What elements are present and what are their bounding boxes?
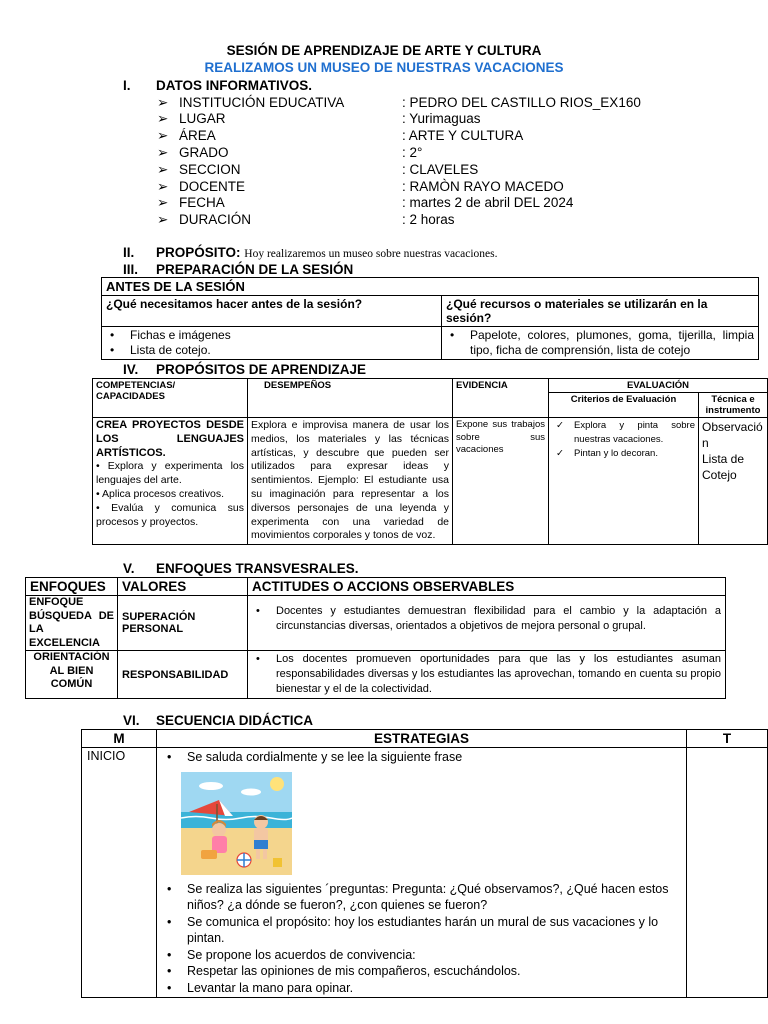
- criterios-cell: [549, 418, 699, 545]
- section-aprendizaje-heading: [123, 362, 366, 377]
- header-evaluacion: EVALUACIÓN: [549, 379, 768, 393]
- tecnica-cell: [699, 418, 768, 545]
- section-title: DATOS INFORMATIVOS.: [156, 78, 313, 93]
- header-valores: VALORES: [118, 578, 248, 596]
- info-label: SECCION: [179, 162, 241, 177]
- section-preparacion-heading: [123, 262, 353, 277]
- header-actitudes: ACTITUDES O ACCIONS OBSERVABLES: [248, 578, 726, 596]
- capacidad-item: • Aplica procesos creativos.: [96, 487, 224, 500]
- info-label: DOCENTE: [179, 179, 246, 194]
- info-label: LUGAR: [179, 111, 226, 126]
- header-m: M: [82, 730, 157, 748]
- header-desempenos: DESEMPEÑOS: [248, 379, 453, 418]
- info-value: : ARTE Y CULTURA: [402, 128, 524, 143]
- section-title: PROPÓSITO:: [156, 245, 241, 260]
- info-value: : CLAVELES: [402, 162, 479, 177]
- info-value: : martes 2 de abril DEL 2024: [402, 195, 574, 210]
- section-proposito: [123, 245, 498, 260]
- valor-cell: SUPERACIÓN PERSONAL: [118, 596, 248, 651]
- tecnica-text: Observación: [702, 420, 763, 450]
- criterio-item: ✓ Pintan y lo decoran.: [552, 447, 695, 461]
- beach-children-illustration: [181, 772, 292, 875]
- competencias-cell: [93, 418, 248, 545]
- evidencia-cell: Expone sus trabajos sobre sus vacaciones: [453, 418, 549, 545]
- info-value: : RAMÒN RAYO MACEDO: [402, 179, 564, 194]
- info-label: ÁREA: [179, 128, 216, 143]
- section-enfoques-heading: [123, 561, 359, 576]
- arrow-bullet-icon: ➢: [157, 111, 169, 126]
- enfoque-cell: ENFOQUE BÚSQUEDA DE LA EXCELENCIA: [26, 596, 118, 651]
- valor-cell: RESPONSABILIDAD: [118, 651, 248, 699]
- list-item: • Fichas e imágenes: [106, 328, 437, 343]
- arrow-bullet-icon: ➢: [157, 195, 169, 210]
- info-value: : 2 horas: [402, 212, 455, 227]
- time-cell: [687, 748, 768, 998]
- list-item: • Se saluda cordialmente y se lee la siguiente frase: [162, 749, 681, 766]
- info-label: FECHA: [179, 195, 225, 210]
- section-title: PROPÓSITOS DE APRENDIZAJE: [156, 362, 367, 377]
- table-title: ANTES DE LA SESIÓN: [102, 278, 759, 296]
- learning-table: [92, 378, 768, 545]
- arrow-bullet-icon: ➢: [157, 145, 169, 160]
- list-item: • Docentes y estudiantes demuestran flexibilidad para el cambio y la adaptación a circunstancias diversas, orientados a objetivos de mejora personal o grupal.: [252, 604, 721, 634]
- header-t: T: [687, 730, 768, 748]
- criterio-item: ✓ Explora y pinta sobre nuestras vacaciones.: [552, 419, 695, 447]
- instrumento-text: Lista de Cotejo: [702, 452, 745, 482]
- header-competencias: COMPETENCIAS/ CAPACIDADES: [93, 379, 248, 418]
- section-number: IV.: [123, 362, 139, 377]
- capacidad-item: • Explora y experimenta los lenguajes del arte.: [96, 460, 244, 487]
- section-datos-heading: [123, 78, 312, 93]
- header-enfoques: ENFOQUES: [26, 578, 118, 596]
- sequence-table: [81, 729, 768, 998]
- proposito-text: Hoy realizaremos un museo sobre nuestras vacaciones.: [244, 248, 498, 260]
- session-title: SESIÓN DE APRENDIZAJE DE ARTE Y CULTURA: [226, 43, 542, 58]
- info-label: GRADO: [179, 145, 229, 160]
- list-item: • Lista de cotejo.: [106, 343, 437, 358]
- actitud-cell: [248, 651, 726, 699]
- section-number: VI.: [123, 713, 140, 728]
- header-estrategias: ESTRATEGIAS: [157, 730, 687, 748]
- header-tecnica: Técnica e instrumento: [699, 393, 768, 418]
- arrow-bullet-icon: ➢: [157, 212, 169, 227]
- info-value: : PEDRO DEL CASTILLO RIOS_EX160: [402, 95, 641, 110]
- info-value: : Yurimaguas: [402, 111, 481, 126]
- strategies-cell: [157, 748, 687, 998]
- capacidad-item: • Evalúa y comunica sus procesos y proyectos.: [96, 501, 244, 528]
- enfoque-cell: ORIENTACIÓN AL BIEN COMÚN: [26, 651, 118, 699]
- answer-resources: [442, 327, 759, 360]
- info-label: DURACIÓN: [179, 212, 252, 227]
- list-item: • Se comunica el propósito: hoy los estudiantes harán un mural de sus vacaciones y lo pintan.: [162, 914, 681, 947]
- list-item: • Los docentes promueven oportunidades para que las y los estudiantes asuman responsabilidades diversas y los estudiantes las aprovechan, tomando en cuenta su propio bienestar y el de la colectividad.: [252, 652, 721, 697]
- section-title: PREPARACIÓN DE LA SESIÓN: [156, 262, 354, 277]
- section-number: II.: [123, 245, 135, 260]
- answer-before: [102, 327, 442, 360]
- preparation-table: [101, 277, 759, 360]
- list-item: • Se propone los acuerdos de convivencia:: [162, 947, 681, 964]
- competencia-title: CREA PROYECTOS DESDE LOS LENGUAJES ARTÍSTICOS.: [96, 419, 244, 459]
- info-label: INSTITUCIÓN EDUCATIVA: [179, 95, 345, 110]
- section-number: III.: [123, 262, 139, 277]
- header-evidencia: EVIDENCIA: [453, 379, 549, 418]
- session-subtitle: REALIZAMOS UN MUSEO DE NUESTRAS VACACIONES: [204, 60, 564, 75]
- arrow-bullet-icon: ➢: [157, 95, 169, 110]
- header-criterios: Criterios de Evaluación: [549, 393, 699, 418]
- question-resources: ¿Qué recursos o materiales se utilizarán en la sesión?: [442, 296, 759, 327]
- section-number: V.: [123, 561, 135, 576]
- list-item: • Respetar las opiniones de mis compañeros, escuchándolos.: [162, 963, 681, 980]
- list-item: • Levantar la mano para opinar.: [162, 980, 681, 997]
- desempeno-cell: Explora e improvisa manera de usar los medios, los materiales y las técnicas artísticas, y descubre que pueden ser utilizados para expresar ideas y sentimientos. Ejemplo: El estudiante usa su imaginación para representar a los diversos personajes de una leyenda y experimenta con una variedad de movimientos corporales y tonos de voz.: [248, 418, 453, 545]
- section-title: ENFOQUES TRANSVESRALES.: [156, 561, 359, 576]
- enfoques-table: [25, 577, 726, 699]
- section-secuencia-heading: [123, 713, 313, 728]
- arrow-bullet-icon: ➢: [157, 128, 169, 143]
- actitud-cell: [248, 596, 726, 651]
- info-value: : 2°: [402, 145, 423, 160]
- list-item: • Papelote, colores, plumones, goma, tijerilla, limpia tipo, ficha de comprensión, lista de cotejo: [446, 328, 754, 358]
- moment-cell: INICIO: [82, 748, 157, 998]
- arrow-bullet-icon: ➢: [157, 179, 169, 194]
- arrow-bullet-icon: ➢: [157, 162, 169, 177]
- section-title: SECUENCIA DIDÁCTICA: [156, 713, 314, 728]
- section-number: I.: [123, 78, 131, 93]
- list-item: • Se realiza las siguientes ´preguntas: Pregunta: ¿Qué observamos?, ¿Qué hacen estos niños? ¿a dónde se fueron?, ¿con quienes se fueron?: [162, 881, 681, 914]
- question-before: ¿Qué necesitamos hacer antes de la sesión?: [102, 296, 442, 327]
